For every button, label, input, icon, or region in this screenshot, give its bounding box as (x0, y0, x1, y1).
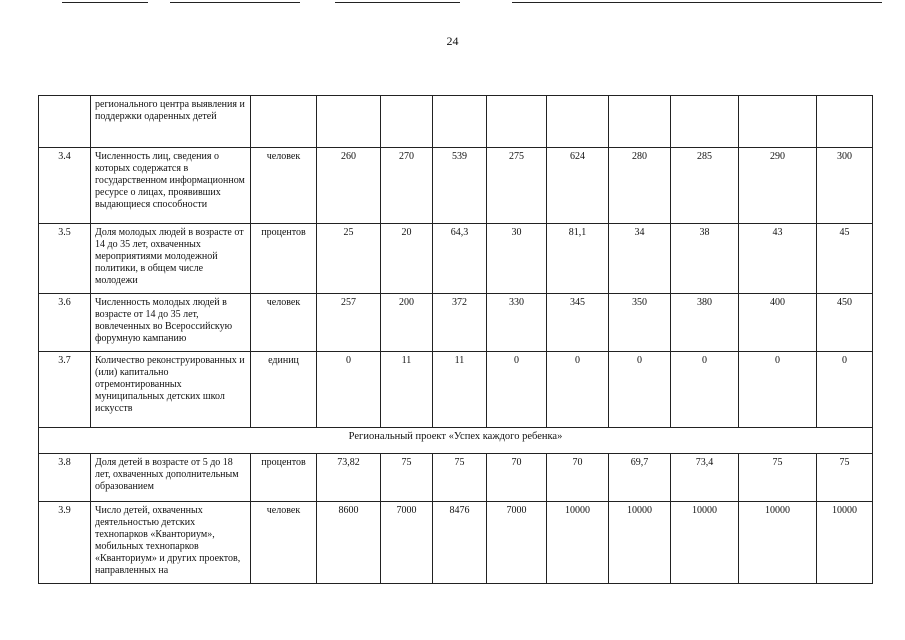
scan-edge-line (335, 2, 460, 3)
value-cell: 10000 (817, 502, 873, 584)
scan-edge-line (512, 2, 882, 3)
value-cell: 450 (817, 294, 873, 352)
row-number: 3.6 (39, 294, 91, 352)
unit-of-measure: единиц (251, 352, 317, 428)
value-cell: 0 (739, 352, 817, 428)
row-number: 3.5 (39, 224, 91, 294)
scan-edge-line (170, 2, 300, 3)
value-cell: 25 (317, 224, 381, 294)
indicator-name: Численность молодых людей в возрасте от 14 до 35 лет, вовлеченных во Всероссийскую форумную кампанию (91, 294, 251, 352)
value-cell: 0 (671, 352, 739, 428)
row-num-cell (39, 96, 91, 148)
row-number: 3.9 (39, 502, 91, 584)
indicator-name: Доля молодых людей в возрасте от 14 до 35 лет, охваченных мероприятиями молодежной политики, в общем числе молодежи (91, 224, 251, 294)
value-cell: 10000 (739, 502, 817, 584)
indicator-name: Численность лиц, сведения о которых содержатся в государственном информационном ресурсе о лицах, проявивших выдающиеся способности (91, 148, 251, 224)
value-cell: 11 (381, 352, 433, 428)
value-cell: 10000 (671, 502, 739, 584)
value-cell: 75 (433, 454, 487, 502)
value-cell: 400 (739, 294, 817, 352)
value-cell: 45 (817, 224, 873, 294)
value-cell: 7000 (487, 502, 547, 584)
value-cell: 30 (487, 224, 547, 294)
value-cell: 345 (547, 294, 609, 352)
table-row (39, 224, 873, 294)
value-cell: 38 (671, 224, 739, 294)
unit-of-measure: человек (251, 148, 317, 224)
value-cell: 539 (433, 148, 487, 224)
value-cell: 290 (739, 148, 817, 224)
value-cell: 75 (817, 454, 873, 502)
value-cell: 11 (433, 352, 487, 428)
unit-of-measure: процентов (251, 454, 317, 502)
unit-of-measure: процентов (251, 224, 317, 294)
row-name-cell: регионального центра выявления и поддержки одаренных детей (91, 96, 251, 148)
value-cell: 73,4 (671, 454, 739, 502)
section-row (39, 428, 873, 454)
value-cell: 10000 (547, 502, 609, 584)
indicator-name: Число детей, охваченных деятельностью детских технопарков «Кванториум», мобильных технопарков «Кванториум» и других проектов, направленных на (91, 502, 251, 584)
indicator-name: Количество реконструированных и (или) капитально отремонтированных муниципальных детских школ искусств (91, 352, 251, 428)
row-number: 3.7 (39, 352, 91, 428)
value-cell: 43 (739, 224, 817, 294)
value-cell: 285 (671, 148, 739, 224)
indicators-table (38, 95, 873, 584)
page-number: 24 (446, 34, 459, 48)
value-cell: 20 (381, 224, 433, 294)
unit-of-measure: человек (251, 294, 317, 352)
value-cell: 69,7 (609, 454, 671, 502)
table-row (39, 502, 873, 584)
value-cell: 34 (609, 224, 671, 294)
value-cell: 8600 (317, 502, 381, 584)
table-row (39, 352, 873, 428)
value-cell: 70 (487, 454, 547, 502)
value-cell: 260 (317, 148, 381, 224)
value-cell: 75 (739, 454, 817, 502)
scan-edge-line (62, 2, 148, 3)
value-cell: 64,3 (433, 224, 487, 294)
value-cell: 0 (609, 352, 671, 428)
value-cell: 330 (487, 294, 547, 352)
table-row (39, 148, 873, 224)
value-cell: 300 (817, 148, 873, 224)
value-cell: 257 (317, 294, 381, 352)
value-cell: 70 (547, 454, 609, 502)
value-cell: 10000 (609, 502, 671, 584)
value-cell: 8476 (433, 502, 487, 584)
value-cell: 0 (817, 352, 873, 428)
value-cell: 0 (487, 352, 547, 428)
value-cell: 624 (547, 148, 609, 224)
section-title: Региональный проект «Успех каждого ребенка» (39, 428, 873, 454)
value-cell: 380 (671, 294, 739, 352)
table-row (39, 454, 873, 502)
value-cell: 372 (433, 294, 487, 352)
value-cell: 75 (381, 454, 433, 502)
row-number: 3.4 (39, 148, 91, 224)
table-row (39, 294, 873, 352)
value-cell: 73,82 (317, 454, 381, 502)
value-cell: 350 (609, 294, 671, 352)
value-cell: 0 (547, 352, 609, 428)
row-number: 3.8 (39, 454, 91, 502)
value-cell: 7000 (381, 502, 433, 584)
indicator-name: Доля детей в возрасте от 5 до 18 лет, охваченных дополнительным образованием (91, 454, 251, 502)
table-row-continued (39, 96, 873, 148)
value-cell: 200 (381, 294, 433, 352)
value-cell: 270 (381, 148, 433, 224)
value-cell: 0 (317, 352, 381, 428)
value-cell: 275 (487, 148, 547, 224)
value-cell: 81,1 (547, 224, 609, 294)
unit-of-measure: человек (251, 502, 317, 584)
value-cell: 280 (609, 148, 671, 224)
